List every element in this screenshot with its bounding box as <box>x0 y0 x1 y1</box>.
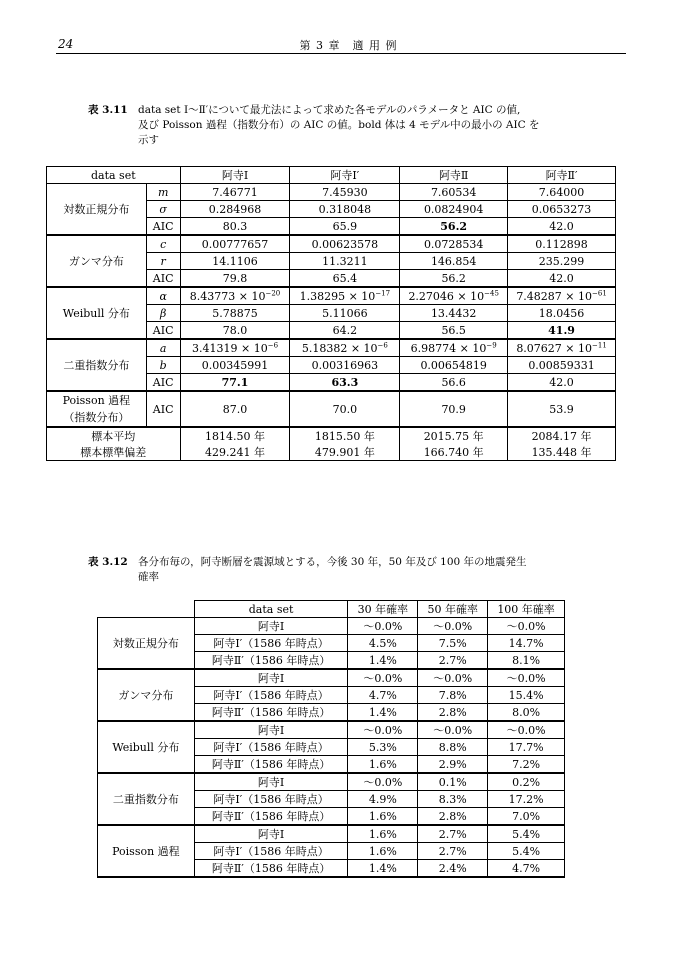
table-row <box>47 339 616 357</box>
value-text: 78.0 <box>222 323 248 337</box>
table-row-sd <box>47 444 616 461</box>
parameter-value <box>290 253 400 270</box>
probability-value: 1.4% <box>348 860 418 878</box>
value-text: 2.27046 × 10 <box>408 289 485 303</box>
sample-sd-value: 429.241 年 <box>180 444 290 461</box>
parameter-value <box>400 184 508 201</box>
exponent: −11 <box>592 340 607 349</box>
value-text: 7.45930 <box>322 185 368 199</box>
probability-value: 5.3% <box>348 739 418 756</box>
value-text: 0.00345991 <box>201 358 269 372</box>
parameter-value <box>400 287 508 305</box>
dataset-name: 阿寺Ⅰ <box>194 721 348 739</box>
parameter-value <box>180 287 290 305</box>
table-row <box>98 669 565 687</box>
aic-value: 70.9 <box>400 391 508 427</box>
aic-value <box>508 322 616 340</box>
parameter-value <box>290 287 400 305</box>
sample-sd-value: 135.448 年 <box>508 444 616 461</box>
parameter-name: AIC <box>146 374 180 392</box>
value-text: 18.0456 <box>538 306 585 320</box>
model-name: 対数正規分布 <box>47 184 147 236</box>
parameter-value <box>290 305 400 322</box>
column-header: 阿寺Ⅱ <box>400 167 508 184</box>
parameter-value <box>180 339 290 357</box>
table-aic-parameters <box>46 166 616 461</box>
value-text: 7.46771 <box>212 185 258 199</box>
distribution-name: Weibull 分布 <box>98 721 195 773</box>
value-text: 7.60534 <box>430 185 477 199</box>
sample-sd-value: 479.901 年 <box>290 444 400 461</box>
parameter-name: β <box>146 305 180 322</box>
value-text: 7.64000 <box>538 185 585 199</box>
parameter-name: b <box>146 357 180 374</box>
probability-value: 4.9% <box>348 791 418 808</box>
parameter-name: σ <box>146 201 180 218</box>
value-text: 0.112898 <box>535 237 588 251</box>
probability-value: 1.4% <box>348 704 418 722</box>
probability-value: 〜0.0% <box>488 721 565 739</box>
table-row <box>47 287 616 305</box>
probability-value: 〜0.0% <box>418 721 488 739</box>
parameter-value <box>290 357 400 374</box>
sample-mean-value: 1815.50 年 <box>290 427 400 444</box>
table-row <box>98 773 565 791</box>
poisson-name-line: （指数分布） <box>63 411 130 424</box>
table2-caption-line: 確率 <box>138 571 159 583</box>
probability-value: 2.8% <box>418 704 488 722</box>
aic-value <box>290 374 400 392</box>
probability-value: 7.2% <box>488 756 565 774</box>
parameter-value <box>180 305 290 322</box>
probability-value: 7.0% <box>488 808 565 826</box>
probability-value: 2.7% <box>418 843 488 860</box>
parameter-value <box>400 201 508 218</box>
dataset-name: 阿寺Ⅰ′（1586 年時点） <box>194 739 348 756</box>
probability-value: 14.7% <box>488 635 565 652</box>
parameter-value <box>508 305 616 322</box>
parameter-name: AIC <box>146 270 180 288</box>
table-row-mean <box>47 427 616 444</box>
aic-value <box>180 322 290 340</box>
value-text: 0.00316963 <box>311 358 379 372</box>
sample-mean-value: 1814.50 年 <box>180 427 290 444</box>
value-text: 8.07627 × 10 <box>516 341 593 355</box>
parameter-value <box>290 201 400 218</box>
probability-value: 〜0.0% <box>488 618 565 635</box>
value-text: 146.854 <box>430 254 477 268</box>
value-text: 0.0728534 <box>423 237 484 251</box>
probability-value: 2.7% <box>418 652 488 670</box>
probability-value: 4.7% <box>348 687 418 704</box>
dataset-name: 阿寺Ⅱ′（1586 年時点） <box>194 652 348 670</box>
probability-value: 〜0.0% <box>418 618 488 635</box>
model-name: ガンマ分布 <box>47 235 147 287</box>
table-row <box>47 235 616 253</box>
dataset-name: 阿寺Ⅱ′（1586 年時点） <box>194 756 348 774</box>
table2-label: 表 3.12 <box>88 556 128 568</box>
dataset-name: 阿寺Ⅰ <box>194 825 348 843</box>
value-text: 77.1 <box>221 375 249 389</box>
probability-value: 17.7% <box>488 739 565 756</box>
parameter-value <box>180 253 290 270</box>
dataset-name: 阿寺Ⅱ′（1586 年時点） <box>194 704 348 722</box>
table-row <box>98 825 565 843</box>
value-text: 11.3211 <box>322 254 368 268</box>
parameter-name: AIC <box>146 391 180 427</box>
dataset-name: 阿寺Ⅰ′（1586 年時点） <box>194 843 348 860</box>
parameter-value <box>180 184 290 201</box>
aic-value <box>400 322 508 340</box>
column-header: 阿寺Ⅱ′ <box>508 167 616 184</box>
parameter-name: a <box>146 339 180 357</box>
probability-value: 8.3% <box>418 791 488 808</box>
column-header: 阿寺Ⅰ <box>180 167 290 184</box>
parameter-value <box>508 184 616 201</box>
parameter-value <box>508 235 616 253</box>
sample-mean-label: 標本平均 <box>47 427 181 444</box>
chapter-heading: 第 3 章 適 用 例 <box>299 39 398 52</box>
parameter-value <box>508 357 616 374</box>
value-text: 80.3 <box>222 219 248 233</box>
probability-value: 〜0.0% <box>348 669 418 687</box>
probability-value: 〜0.0% <box>488 669 565 687</box>
value-text: 7.48287 × 10 <box>516 289 593 303</box>
parameter-value <box>508 287 616 305</box>
value-text: 41.9 <box>548 323 575 337</box>
dataset-name: 阿寺Ⅰ′（1586 年時点） <box>194 791 348 808</box>
probability-value: 2.7% <box>418 825 488 843</box>
table-row <box>47 184 616 201</box>
value-text: 0.0653273 <box>531 202 592 216</box>
parameter-value <box>290 184 400 201</box>
value-text: 0.00859331 <box>528 358 595 372</box>
parameter-value <box>180 357 290 374</box>
value-text: 235.299 <box>538 254 585 268</box>
dataset-name: 阿寺Ⅰ <box>194 669 348 687</box>
parameter-name: c <box>146 235 180 253</box>
probability-value: 2.9% <box>418 756 488 774</box>
value-text: 5.11066 <box>322 306 368 320</box>
probability-value: 4.5% <box>348 635 418 652</box>
parameter-name: r <box>146 253 180 270</box>
table1-caption-line: 示す <box>138 134 159 146</box>
poisson-name-line: Poisson 過程 <box>62 394 131 407</box>
value-text: 42.0 <box>549 219 574 233</box>
table1-header-row <box>47 167 616 184</box>
probability-value: 5.4% <box>488 825 565 843</box>
value-text: 56.2 <box>440 219 468 233</box>
parameter-value <box>508 339 616 357</box>
aic-value <box>290 270 400 288</box>
probability-value: 8.1% <box>488 652 565 670</box>
value-text: 0.284968 <box>208 202 262 216</box>
exponent: −20 <box>265 288 281 297</box>
parameter-value <box>180 235 290 253</box>
parameter-value <box>508 201 616 218</box>
table-row <box>98 618 565 635</box>
sample-mean-value: 2084.17 年 <box>508 427 616 444</box>
column-header: 阿寺Ⅰ′ <box>290 167 400 184</box>
aic-value <box>508 218 616 236</box>
probability-value: 17.2% <box>488 791 565 808</box>
probability-value: 15.4% <box>488 687 565 704</box>
probability-value: 〜0.0% <box>348 773 418 791</box>
aic-value: 70.0 <box>290 391 400 427</box>
probability-value: 4.7% <box>488 860 565 878</box>
value-text: 42.0 <box>549 375 574 389</box>
table1-label: 表 3.11 <box>88 104 128 116</box>
probability-value: 0.2% <box>488 773 565 791</box>
parameter-value <box>290 235 400 253</box>
column-header: 100 年確率 <box>488 601 565 618</box>
probability-value: 〜0.0% <box>418 669 488 687</box>
value-text: 0.00777657 <box>201 237 269 251</box>
exponent: −61 <box>592 288 607 297</box>
dataset-name: 阿寺Ⅰ′（1586 年時点） <box>194 687 348 704</box>
value-text: 0.0824904 <box>423 202 484 216</box>
probability-value: 8.8% <box>418 739 488 756</box>
parameter-value <box>400 235 508 253</box>
probability-value: 2.4% <box>418 860 488 878</box>
distribution-name: 二重指数分布 <box>98 773 195 825</box>
exponent: −17 <box>375 288 391 297</box>
parameter-name: AIC <box>146 218 180 236</box>
value-text: 5.78875 <box>212 306 258 320</box>
value-text: 5.18382 × 10 <box>301 341 378 355</box>
table2-caption-line: 各分布毎の，阿寺断層を震源域とする，今後 30 年，50 年及び 100 年の地震発生 <box>138 556 527 568</box>
column-header: data set <box>194 601 348 618</box>
column-header-dataset: data set <box>47 167 181 184</box>
header-rule <box>56 53 626 54</box>
exponent: −6 <box>377 340 388 349</box>
value-text: 56.2 <box>441 271 466 285</box>
parameter-value <box>400 253 508 270</box>
parameter-name: m <box>146 184 180 201</box>
distribution-name: ガンマ分布 <box>98 669 195 721</box>
value-text: 0.318048 <box>318 202 372 216</box>
table-row <box>98 721 565 739</box>
sample-sd-label: 標本標準偏差 <box>47 444 181 461</box>
probability-value: 5.4% <box>488 843 565 860</box>
column-header: 50 年確率 <box>418 601 488 618</box>
table1-caption-line: 及び Poisson 過程（指数分布）の AIC の値。bold 体は 4 モデル中の最小の AIC を <box>138 119 540 131</box>
dataset-name: 阿寺Ⅱ′（1586 年時点） <box>194 808 348 826</box>
probability-value: 0.1% <box>418 773 488 791</box>
aic-value: 53.9 <box>508 391 616 427</box>
probability-value: 1.6% <box>348 825 418 843</box>
value-text: 0.00654819 <box>420 358 487 372</box>
exponent: −9 <box>486 340 497 349</box>
parameter-name: α <box>146 287 180 305</box>
value-text: 1.38295 × 10 <box>299 289 376 303</box>
parameter-value <box>400 305 508 322</box>
aic-value <box>400 270 508 288</box>
value-text: 79.8 <box>222 271 248 285</box>
value-text: 8.43773 × 10 <box>189 289 266 303</box>
parameter-value <box>290 339 400 357</box>
aic-value <box>180 374 290 392</box>
aic-value: 87.0 <box>180 391 290 427</box>
probability-value: 8.0% <box>488 704 565 722</box>
table1-caption-line: data set I〜Ⅱ′について最尤法によって求めた各モデルのパラメータと AIC の値, <box>138 104 521 116</box>
model-name: Weibull 分布 <box>47 287 147 339</box>
model-name: 二重指数分布 <box>47 339 147 391</box>
aic-value <box>290 322 400 340</box>
value-text: 56.5 <box>441 323 466 337</box>
value-text: 63.3 <box>331 375 359 389</box>
parameter-value <box>180 201 290 218</box>
probability-value: 2.8% <box>418 808 488 826</box>
aic-value <box>180 270 290 288</box>
probability-value: 7.5% <box>418 635 488 652</box>
exponent: −6 <box>267 340 279 349</box>
dataset-name: 阿寺Ⅰ <box>194 618 348 635</box>
dataset-name: 阿寺Ⅰ <box>194 773 348 791</box>
value-text: 13.4432 <box>430 306 477 320</box>
table2-header-row <box>98 601 565 618</box>
value-text: 65.4 <box>332 271 358 285</box>
distribution-name: 対数正規分布 <box>98 618 195 670</box>
value-text: 56.6 <box>441 375 466 389</box>
value-text: 65.9 <box>332 219 358 233</box>
table-row-poisson <box>47 391 616 427</box>
probability-value: 1.4% <box>348 652 418 670</box>
value-text: 64.2 <box>332 323 358 337</box>
parameter-value <box>400 339 508 357</box>
value-text: 0.00623578 <box>311 237 379 251</box>
probability-value: 1.6% <box>348 756 418 774</box>
probability-value: 7.8% <box>418 687 488 704</box>
sample-mean-value: 2015.75 年 <box>400 427 508 444</box>
model-name-poisson <box>47 391 147 427</box>
aic-value <box>508 374 616 392</box>
value-text: 42.0 <box>549 271 574 285</box>
value-text: 14.1106 <box>212 254 258 268</box>
probability-value: 1.6% <box>348 843 418 860</box>
page-number: 24 <box>58 37 74 51</box>
table-earthquake-probability <box>97 600 565 878</box>
parameter-name: AIC <box>146 322 180 340</box>
sample-sd-value: 166.740 年 <box>400 444 508 461</box>
aic-value <box>508 270 616 288</box>
probability-value: 〜0.0% <box>348 721 418 739</box>
exponent: −45 <box>484 288 499 297</box>
value-text: 6.98774 × 10 <box>410 341 487 355</box>
parameter-value <box>508 253 616 270</box>
column-header: 30 年確率 <box>348 601 418 618</box>
parameter-value <box>400 357 508 374</box>
dataset-name: 阿寺Ⅱ′（1586 年時点） <box>194 860 348 878</box>
aic-value <box>400 374 508 392</box>
probability-value: 1.6% <box>348 808 418 826</box>
dataset-name: 阿寺Ⅰ′（1586 年時点） <box>194 635 348 652</box>
distribution-name: Poisson 過程 <box>98 825 195 877</box>
aic-value <box>180 218 290 236</box>
header-blank <box>98 601 195 618</box>
aic-value <box>290 218 400 236</box>
aic-value <box>400 218 508 236</box>
probability-value: 〜0.0% <box>348 618 418 635</box>
value-text: 3.41319 × 10 <box>192 341 268 355</box>
